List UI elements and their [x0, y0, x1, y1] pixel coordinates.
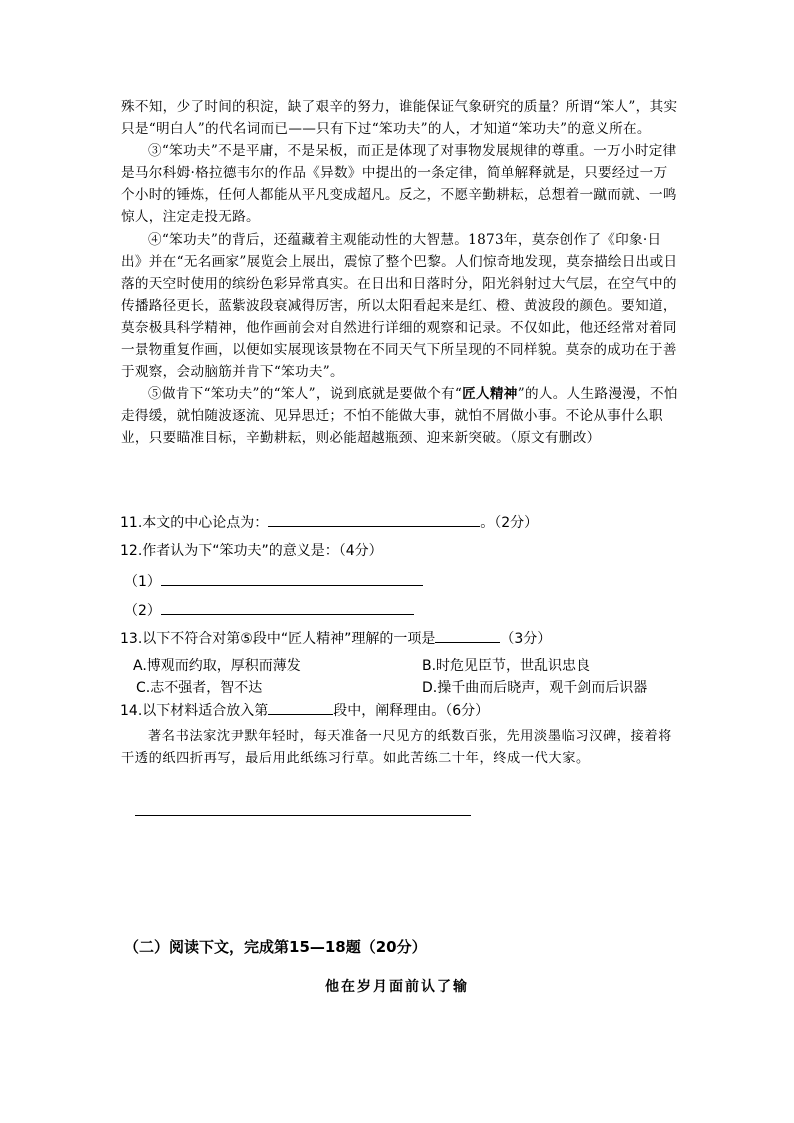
question-13-suffix: （3分） — [500, 631, 552, 647]
passage-paragraph-3: ③“笨功夫”不是平庸，不是呆板，而正是体现了对事物发展规律的尊重。一万小时定律是马尔科姆·格拉德韦尔的作品《异数》中提出的一条定律，简单解释就是，只要经过一万个小时的锤炼，任何人都能从平凡变成超凡。反之，不愿辛勤耕耘，总想着一蹴而就、一鸣惊人，注定走投无路。 — [121, 143, 677, 226]
answer-blank-13[interactable] — [435, 628, 500, 643]
question-11-suffix: 。（2分） — [480, 515, 539, 531]
question-12-item-2-label: （2） — [124, 603, 161, 619]
option-b[interactable]: B.时危见臣节，世乱识忠良 — [422, 658, 591, 674]
question-11-text: 11.本文的中心论点为： — [120, 515, 269, 531]
paragraph-5-part-a: ⑤做肯下“笨功夫”的“笨人”，说到底就是要做个有“ — [148, 386, 463, 403]
option-a[interactable]: A.博观而约取，厚积而薄发 — [133, 658, 301, 674]
question-14-text: 14.以下材料适合放入第 — [120, 703, 269, 719]
question-14 — [120, 700, 680, 721]
section-heading: （二）阅读下文，完成第15—18题（20分） — [124, 938, 427, 956]
answer-line-14[interactable] — [135, 815, 471, 816]
option-c[interactable]: C.志不强者，智不达 — [136, 680, 263, 696]
passage-paragraph-5 — [121, 383, 679, 449]
paragraph-5-part-b: ”的人。人生路漫漫，不怕走得缓，就怕随波逐流、见异思迁；不怕不能做大事，就怕不屑做小事。不论从事什么职业，只要瞄准目标，辛勤耕耘，则必能超越瓶颈、迎来新突破。（原文有删改） — [121, 386, 678, 447]
answer-blank-12-2[interactable] — [161, 600, 414, 615]
answer-blank-11[interactable] — [268, 512, 480, 527]
answer-blank-12-1[interactable] — [161, 571, 423, 586]
question-14-material — [121, 726, 677, 770]
question-12: 12.作者认为下“笨功夫”的意义是：（4分） — [120, 543, 383, 559]
question-14-suffix: 段中，阐释理由。（6分） — [333, 703, 490, 719]
question-13-text: 13.以下不符合对第⑤段中“匠人精神”理解的一项是 — [120, 631, 436, 647]
question-12-item-2 — [124, 600, 684, 621]
passage-paragraph-continued: 殊不知，少了时间的积淀，缺了艰辛的努力，谁能保证气象研究的质量？所谓“笨人”，其实只是“明白人”的代名词而已——只有下过“笨功夫”的人，才知道“笨功夫”的意义所在。 — [121, 99, 678, 138]
question-12-item-1 — [124, 571, 684, 592]
passage-text — [121, 96, 679, 450]
question-12-item-1-label: （1） — [124, 574, 161, 590]
question-11 — [120, 512, 680, 533]
article-title: 他在岁月面前认了输 — [325, 979, 469, 995]
option-d[interactable]: D.操千曲而后晓声，观千剑而后识器 — [422, 680, 648, 696]
question-13 — [120, 628, 680, 649]
craftsman-spirit-emphasis: 匠人精神 — [462, 386, 518, 403]
passage-paragraph-4: ④“笨功夫”的背后，还蕴藏着主观能动性的大智慧。1873年，莫奈创作了《印象·日出》并在“无名画家”展览会上展出，震惊了整个巴黎。人们惊奇地发现，莫奈描绘日出或日落的天空时使用的缤纷色彩异常真实。在日出和日落时分，阳光斜射过大气层，在空气中的传播路径更长，蓝紫波段衰减得厉害，所以太阳看起来是红、橙、黄波段的颜色。要知道，莫奈极具科学精神，他作画前会对自然进行详细的观察和记录。不仅如此，他还经常对着同一景物重复作画，以便如实展现该景物在不同天气下所呈现的不同样貌。莫奈的成功在于善于观察，会动脑筋并肯下“笨功夫”。 — [121, 231, 678, 381]
answer-blank-14-paragraph[interactable] — [268, 700, 333, 715]
material-text: 著名书法家沈尹默年轻时，每天准备一尺见方的纸数百张，先用淡墨临习汉碑，接着将干透的纸四折再写，最后用此纸练习行草。如此苦练二十年，终成一代大家。 — [121, 729, 672, 766]
